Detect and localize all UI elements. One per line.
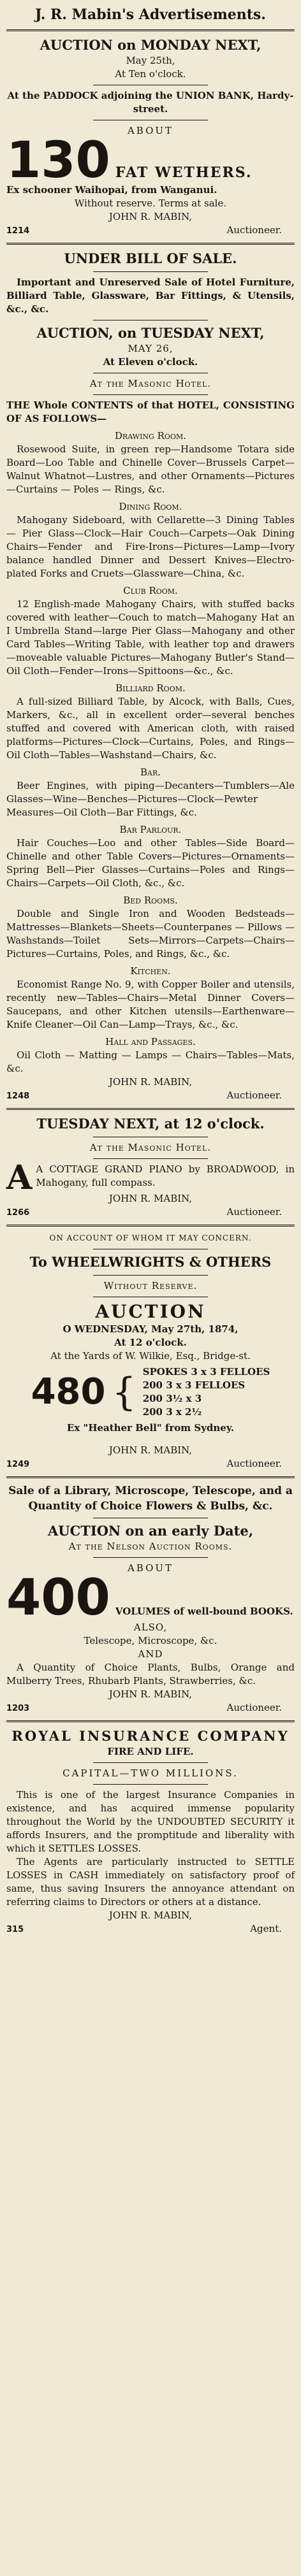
ad-also: ALSO, <box>133 1622 168 1633</box>
signer-role: Auctioneer. <box>226 1206 282 1218</box>
ad-body: This is one of the largest Insurance Companies in existence, and has acquired immense popularity throughout the World by the UNDOUBTED SECURITY it affords Insurers, and the promptitude and liberality with which it SETTLES LOSSES. <box>6 1789 295 1854</box>
lot-description: VOLUMES of well-bound BOOKS. <box>115 1606 293 1617</box>
signer-name: JOHN R. MABIN, <box>108 1688 193 1700</box>
ad-venue: At the Masonic Hotel. <box>89 378 212 389</box>
ad-time: At Eleven o'clock. <box>103 356 198 368</box>
lot-quantity <box>6 132 295 189</box>
ad-venue: At the Nelson Auction Rooms. <box>68 1541 233 1552</box>
ad-fat-wethers <box>6 36 295 238</box>
ad-about: ABOUT <box>127 1562 174 1574</box>
ad-heading: Sale of a Library, Microscope, Telescope, and a Quantity of Choice Flowers & Bulbs, &c. <box>8 1485 293 1513</box>
divider <box>6 243 295 245</box>
room-heading: Bar Parlour. <box>119 824 182 835</box>
ad-time: At Ten o'clock. <box>115 68 186 80</box>
lot-quantity <box>6 1569 295 1627</box>
room-heading: Dining Room. <box>119 501 182 512</box>
ad-terms: Without reserve. Terms at sale. <box>74 198 227 209</box>
ad-plants: A Quantity of Choice Plants, Bulbs, Orange and Mulberry Trees, Rhubarb Plants, Strawberries, &c. <box>6 1662 295 1687</box>
ad-notice: ON ACCOUNT OF WHOM IT MAY CONCERN. <box>49 1234 252 1242</box>
ad-venue: At the Masonic Hotel. <box>89 1142 212 1153</box>
signer-role: Auctioneer. <box>226 1458 282 1469</box>
signer-name: JOHN R. MABIN, <box>108 1193 193 1204</box>
ad-auction: AUCTION <box>95 1301 206 1322</box>
ad-date: May 25th, <box>126 55 175 66</box>
ad-body-text: A COTTAGE GRAND PIANO by BROADWOOD, in Mahogany, full compass. <box>36 1163 295 1188</box>
divider <box>6 1720 295 1722</box>
ad-items: Telescope, Microscope, &c. <box>84 1635 217 1646</box>
ad-ref-number: 1249 <box>6 1460 30 1469</box>
ad-ref-number: 1203 <box>6 1704 30 1713</box>
ad-capital: CAPITAL—TWO MILLIONS. <box>62 1767 239 1779</box>
lot-sizes <box>6 1365 295 1419</box>
signer-role: Auctioneer. <box>226 1702 282 1713</box>
signer-role: Auctioneer. <box>226 1090 282 1101</box>
ad-reserve: Without Reserve. <box>103 1280 198 1292</box>
divider <box>6 1476 295 1478</box>
signer-name: JOHN R. MABIN, <box>108 1444 193 1456</box>
size-item: SPOKES 3 x 3 FELLOES <box>142 1366 270 1378</box>
divider <box>93 1275 209 1276</box>
lot-number: 480 <box>31 1371 106 1413</box>
ad-time: At 12 o'clock. <box>114 1337 187 1348</box>
signer-name: JOHN R. MABIN, <box>108 1076 193 1088</box>
ad-sub: FIRE AND LIFE. <box>107 1746 194 1757</box>
brace-glyph: { <box>112 1370 136 1414</box>
divider <box>6 1225 295 1227</box>
ad-body: The Agents are particularly instructed to SETTLE LOSSES in CASH immediately on satisfactory proof of same, thus saving Insurers the annoyance attendant on referring claims to Directors or others at a distance. <box>6 1856 295 1908</box>
divider <box>93 1557 209 1558</box>
ad-ref-number: 1266 <box>6 1208 30 1218</box>
signature-row <box>6 224 295 238</box>
ad-heading: ROYAL INSURANCE COMPANY <box>11 1728 290 1744</box>
ad-hotel-furniture <box>6 250 295 1103</box>
signature-row <box>6 1205 295 1220</box>
ad-date: MAY 26, <box>128 343 173 354</box>
room-heading: Kitchen. <box>130 965 171 977</box>
signer-name: JOHN R. MABIN, <box>108 211 193 222</box>
room-items: A full-sized Billiard Table, by Alcock, with Balls, Cues, Markers, &c., all in excellent order—several benches stuffed and covered with American cloth, with raised platforms—Pictures—Clock—Curtains, Poles, and Rings—Oil Cloth—Tables—Washstand—Chairs, &c. <box>6 696 295 761</box>
ad-source: Ex "Heather Bell" from Sydney. <box>66 1422 235 1434</box>
room-heading: Billiard Room. <box>115 682 186 694</box>
ad-about: ABOUT <box>127 125 174 136</box>
divider <box>93 394 209 395</box>
divider <box>93 1762 209 1763</box>
room-heading: Drawing Room. <box>115 430 186 442</box>
ad-auction: AUCTION on an early Date, <box>47 1523 254 1539</box>
lot-number: 400 <box>6 1569 110 1627</box>
signer-role: Auctioneer. <box>226 224 282 236</box>
size-item: 200 3 x 2½ <box>142 1406 202 1418</box>
size-item: 200 3 x 3 FELLOES <box>142 1379 246 1391</box>
room-heading: Club Room. <box>123 585 178 596</box>
room-heading: Bar. <box>140 766 161 778</box>
divider <box>6 1108 295 1110</box>
ad-auction: AUCTION, on TUESDAY NEXT, <box>36 325 265 341</box>
signer-role: Agent. <box>250 1923 282 1934</box>
ad-heading: TUESDAY NEXT, at 12 o'clock. <box>36 1116 265 1132</box>
divider <box>93 1784 209 1785</box>
ad-ref-number: 1214 <box>6 226 30 236</box>
room-items: Rosewood Suite, in green rep—Handsome Totara side Board—Loo Table and Chinelle Cover—Brussels Carpet—Walnut Whatnot—Lustres, and other Ornaments—Pictures—Curtains — Poles — Rings, &c. <box>6 443 295 495</box>
signature-row <box>6 1457 295 1471</box>
ad-location: At the PADDOCK adjoining the UNION BANK, Hardy-street. <box>7 90 294 115</box>
lot-description: FAT WETHERS. <box>115 164 253 181</box>
lot-number: 130 <box>6 132 110 189</box>
ad-heading: UNDER BILL OF SALE. <box>64 250 237 266</box>
ad-ref-number: 315 <box>6 1925 24 1934</box>
room-items: Economist Range No. 9, with Copper Boiler and utensils, recently new—Tables—Chairs—Metal Dinner Covers—Saucepans, and other Kitchen utensils—Earthenware—Knife Cleaner—Oil Can—Lamp—Trays, &c., &c. <box>6 979 295 1030</box>
masthead: J. R. Mabin's Advertisements. <box>35 6 266 23</box>
ad-heading: To WHEELWRIGHTS & OTHERS <box>29 1254 272 1270</box>
signature-row <box>6 1922 295 1936</box>
ad-library <box>6 1483 295 1715</box>
room-items: Mahogany Sideboard, with Cellarette—3 Dining Tables — Pier Glass—Clock—Hair Couch—Carpets—Oak Dining Chairs—Fender and Fire-Irons—Pictures—Lamp—Ivory balance handled Dinner and Dessert Knives—Electro-plated Forks and Cruets—Glassware—China, &c. <box>6 514 295 579</box>
divider <box>93 1158 209 1159</box>
ad-intro: Important and Unreserved Sale of Hotel Furniture, Billiard Table, Glassware, Bar Fittings, & Utensils, &c., &c. <box>6 277 295 315</box>
divider <box>6 29 295 31</box>
size-list <box>143 1365 270 1419</box>
room-items: Oil Cloth — Matting — Lamps — Chairs—Tables—Mats, &c. <box>6 1049 295 1074</box>
size-item: 200 3½ x 3 <box>142 1393 202 1404</box>
room-items: Double and Single Iron and Wooden Bedsteads—Mattresses—Blankets—Sheets—Counterpanes — Pillows — Washstands—Toilet Sets—Mirrors—Carpets—Chairs—Pictures—Curtains, Poles, and Rings, &c., &c. <box>6 908 295 960</box>
signer-name: JOHN R. MABIN, <box>108 1910 193 1921</box>
drop-cap: A <box>6 1158 33 1197</box>
room-heading: Hall and Passages. <box>105 1036 196 1047</box>
ad-and: AND <box>138 1648 163 1660</box>
room-heading: Bed Rooms. <box>123 895 178 906</box>
room-items: 12 English-made Mahogany Chairs, with stuffed backs covered with leather—Couch to match—Mahogany Hat an I Umbrella Stand—large Pier Glass—Mahogany and other Card Tables—Writing Table, with leather top and drawers—moveable valuable Pictures—Mahogany Butler's Stand—Oil Cloth—Fender—Irons—Spittoons—&c., &c. <box>6 598 295 677</box>
ad-source: Ex schooner Waihopai, from Wanganui. <box>6 184 217 196</box>
signature-row <box>6 1089 295 1103</box>
ad-piano <box>6 1115 295 1220</box>
room-items: Beer Engines, with piping—Decanters—Tumblers—Ale Glasses—Wine—Benches—Pictures—Clock—Pewter Measures—Oil Cloth—Bar Fittings, &c. <box>6 780 295 818</box>
ad-ref-number: 1248 <box>6 1091 30 1101</box>
divider <box>93 271 209 272</box>
room-items: Hair Couches—Loo and other Tables—Side Board—Chinelle and other Table Covers—Pictures—Ornaments—Spring Bell—Pier Glasses—Curtains—Poles and Rings—Chairs—Carpets—Oil Cloth, &c., &c. <box>6 837 295 889</box>
ad-contents: THE Whole CONTENTS of that HOTEL, CONSISTING OF AS FOLLOWS— <box>6 399 295 424</box>
ad-date: O WEDNESDAY, May 27th, 1874, <box>62 1323 239 1335</box>
ad-wheelwrights <box>6 1232 295 1471</box>
ad-body <box>6 1158 295 1197</box>
ad-royal-insurance <box>6 1727 295 1936</box>
ad-heading: AUCTION on MONDAY NEXT, <box>40 37 261 53</box>
ad-location: At the Yards of W. Wilkie, Esq., Bridge-st. <box>50 1350 251 1362</box>
signature-row <box>6 1701 295 1715</box>
